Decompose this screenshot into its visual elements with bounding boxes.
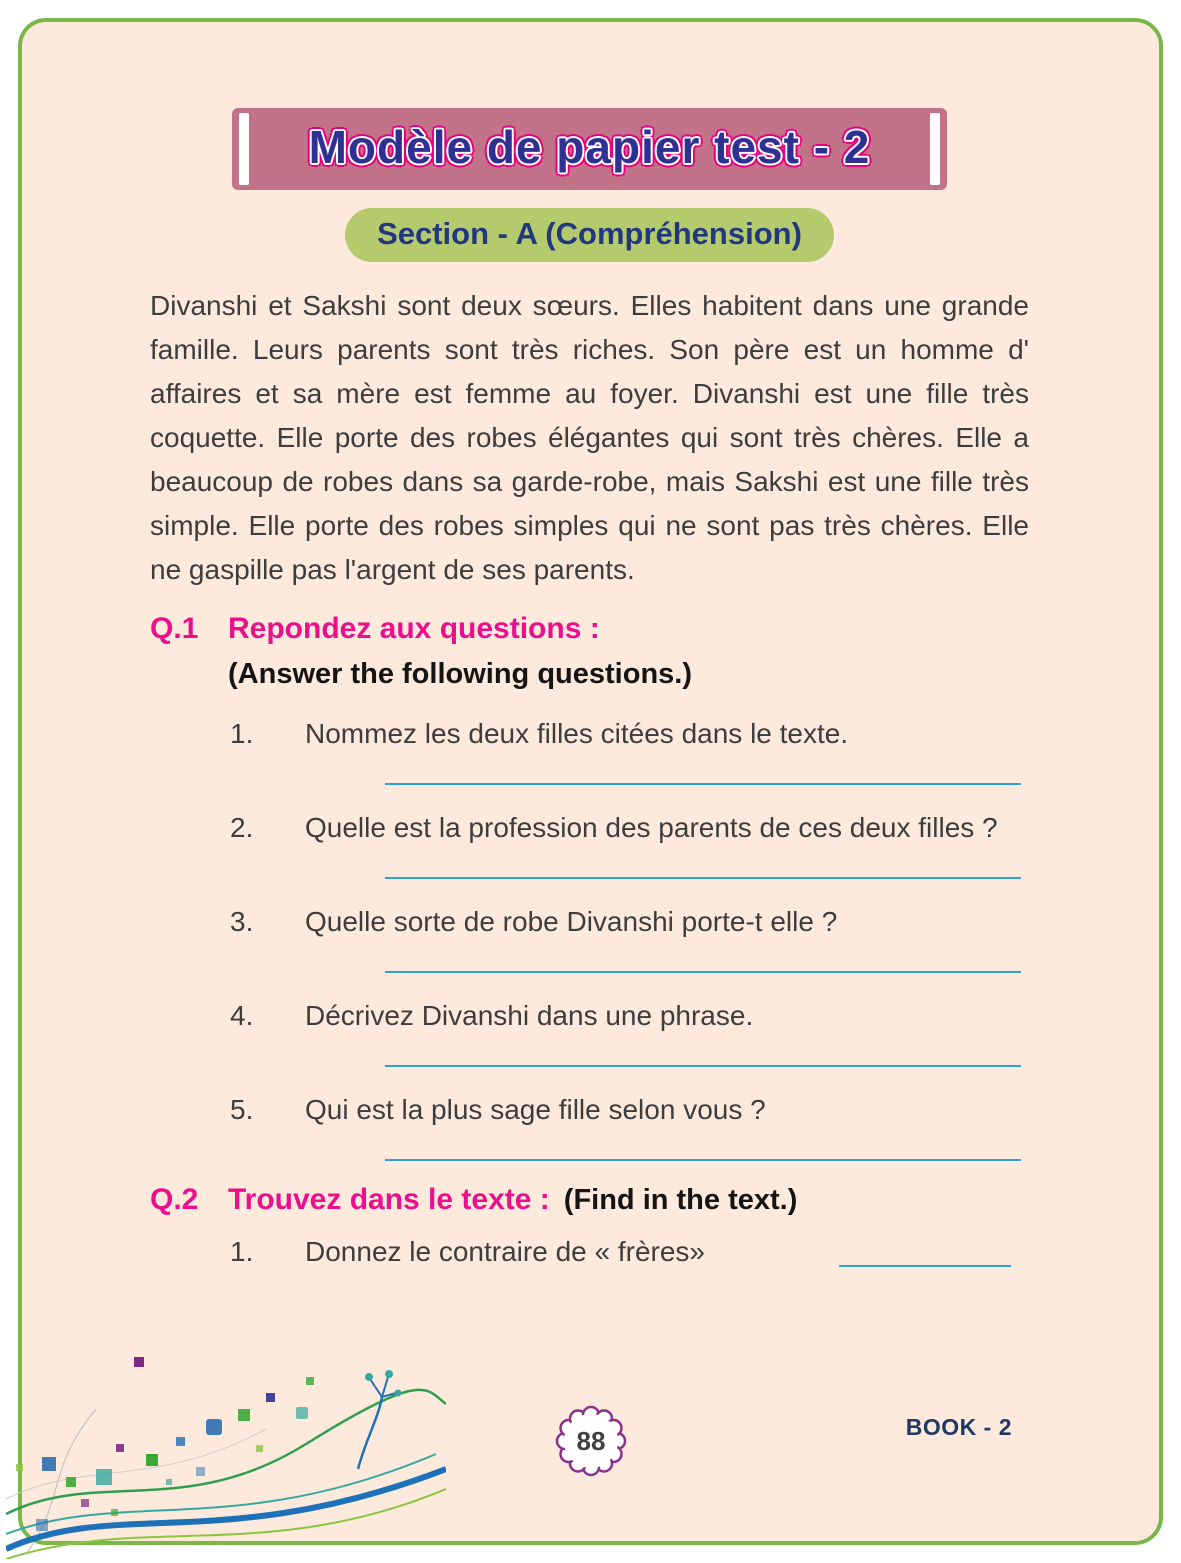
q1-title-fr: Repondez aux questions : — [228, 612, 600, 645]
page-number: 88 — [576, 1426, 605, 1456]
page-frame — [18, 18, 1163, 1545]
section-header: Section - A (Compréhension) — [345, 208, 834, 262]
question-item — [150, 901, 1029, 973]
q2-heading — [150, 1183, 1029, 1217]
flower-icon — [555, 1405, 627, 1477]
question-item — [150, 995, 1029, 1067]
question-text: Donnez le contraire de « frères» — [305, 1236, 705, 1267]
question-item — [150, 1089, 1029, 1161]
page-title: Modèle de papier test - 2 — [308, 121, 871, 173]
book-label: BOOK - 2 — [905, 1414, 1012, 1440]
page-content — [22, 22, 1159, 1273]
question-text: Décrivez Divanshi dans une phrase. — [305, 1000, 754, 1031]
q1-label: Q.1 — [150, 612, 199, 645]
answer-line[interactable] — [385, 877, 1021, 879]
q1-title-en: (Answer the following questions.) — [228, 658, 692, 690]
answer-line[interactable] — [385, 783, 1021, 785]
title-banner — [232, 108, 947, 190]
question-row — [150, 995, 1029, 1037]
q1-heading — [150, 612, 1029, 646]
q2-title-en: (Find in the text.) — [563, 1184, 798, 1216]
question-text: Qui est la plus sage fille selon vous ? — [305, 1094, 766, 1125]
reading-passage: Divanshi et Sakshi sont deux sœurs. Elles habitent dans une grande famille. Leurs parents sont très riches. Son père est un homme d' affaires et sa mère est femme au foyer. Divanshi est une fille très coquette. Elle porte des robes élégantes qui sont très chères. Elle a beaucoup de robes dans sa garde-robe, mais Sakshi est une fille très simple. Elle porte des robes simples qui ne sont pas très chères. Elle ne gaspille pas l'argent de ses parents. — [150, 290, 1029, 585]
question-row — [150, 807, 1029, 849]
question-item — [150, 807, 1029, 879]
q2-title-fr: Trouvez dans le texte : — [228, 1183, 550, 1216]
question-row — [150, 1089, 1029, 1131]
question-row — [150, 1231, 1029, 1273]
q2-label: Q.2 — [150, 1183, 199, 1216]
question-text: Quelle sorte de robe Divanshi porte-t elle ? — [305, 906, 838, 937]
question-row — [150, 713, 1029, 755]
footer-artwork — [6, 1349, 446, 1559]
page-number-badge — [555, 1405, 627, 1477]
question-number: 1. — [230, 718, 254, 749]
question-row — [150, 901, 1029, 943]
answer-line[interactable] — [385, 1065, 1021, 1067]
banner-decoration-left — [239, 113, 249, 185]
question-number: 4. — [230, 1000, 254, 1031]
question-number: 2. — [230, 812, 254, 843]
answer-line[interactable] — [385, 1159, 1021, 1161]
answer-line[interactable] — [385, 971, 1021, 973]
question-item — [150, 713, 1029, 785]
banner-decoration-right — [930, 113, 940, 185]
question-number: 3. — [230, 906, 254, 937]
question-number: 1. — [230, 1236, 254, 1267]
question-text: Nommez les deux filles citées dans le texte. — [305, 718, 849, 749]
question-text: Quelle est la profession des parents de ces deux filles ? — [305, 812, 998, 843]
question-number: 5. — [230, 1094, 254, 1125]
answer-line[interactable] — [839, 1265, 1011, 1267]
